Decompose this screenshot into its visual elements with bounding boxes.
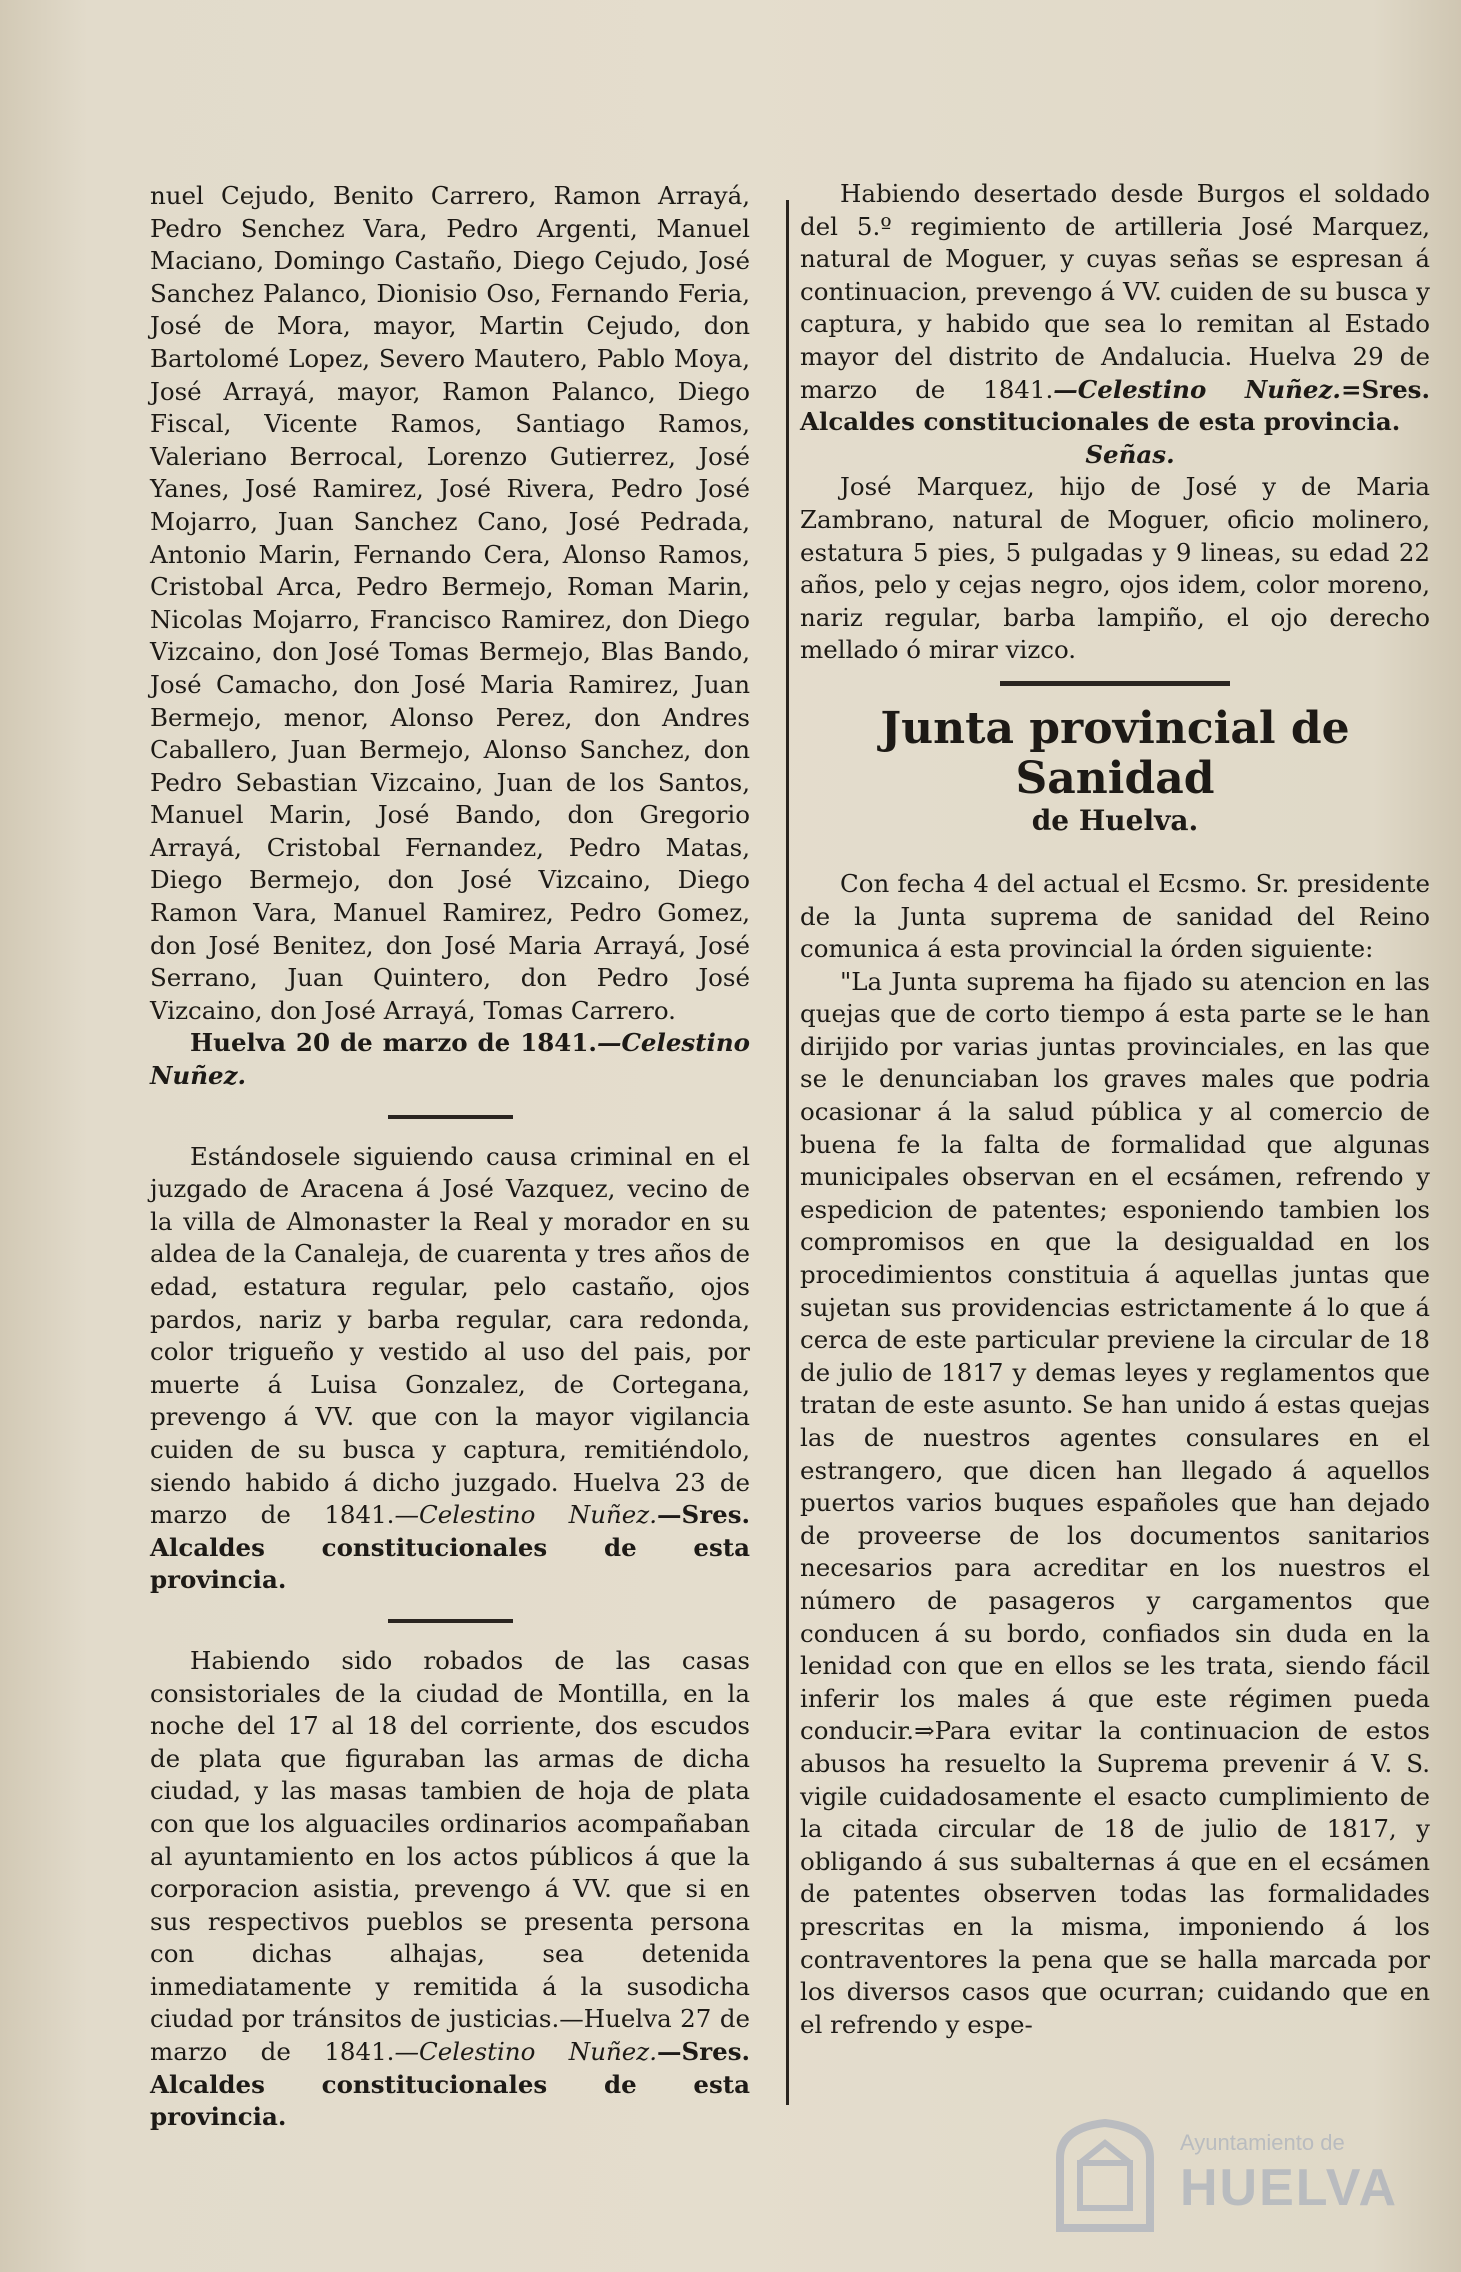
city-hall-icon (1050, 2118, 1160, 2238)
names-list-signature (150, 1027, 750, 1092)
montilla-notice (150, 1645, 750, 2134)
vazquez-notice (150, 1141, 750, 1597)
section-subtitle: de Huelva. (1031, 803, 1199, 837)
senas-paragraph (800, 471, 1430, 667)
senas-heading: Señas. (1085, 439, 1175, 469)
sanidad-order (800, 966, 1430, 2042)
marquez-notice-addressee: =Sres. Alcaldes constitucionales de esta provincia. (800, 374, 1430, 437)
signature-celestino-1: —Celestino Nuñez. (150, 1028, 750, 1091)
senas-text: José Marquez, hijo de José y de Maria Zambrano, natural de Moguer, oficio molinero, estatura 5 pies, 5 pulgadas y 9 lineas, su edad 22 años, pelo y cejas negro, ojos idem, color moreno, nariz regular, barba lampiño, el ojo derecho mellado ó mirar vizco. (800, 472, 1430, 665)
divider-rule (1000, 681, 1230, 686)
names-list-text: nuel Cejudo, Benito Carrero, Ramon Arrayá, Pedro Senchez Vara, Pedro Argenti, Manuel Maciano, Domingo Castaño, Diego Cejudo, José Sanchez Palanco, Dionisio Oso, Fernando Feria, José de Mora, mayor, Martin Cejudo, don Bartolomé Lopez, Severo Mautero, Pablo Moya, José Arrayá, mayor, Ramon Palanco, Diego Fiscal, Vicente Ramos, Santiago Ramos, Valeriano Berrocal, Lorenzo Gutierrez, José Yanes, José Ramirez, José Rivera, Pedro José Mojarro, Juan Sanchez Cano, José Pedrada, Antonio Marin, Fernando Cera, Alonso Ramos, Cristobal Arca, Pedro Bermejo, Roman Marin, Nicolas Mojarro, Francisco Ramirez, don Diego Vizcaino, don José Tomas Bermejo, Blas Bando, José Camacho, don José Maria Ramirez, Juan Bermejo, menor, Alonso Perez, don Andres Caballero, Juan Bermejo, Alonso Sanchez, don Pedro Sebastian Vizcaino, Juan de los Santos, Manuel Marin, José Bando, don Gregorio Arrayá, Cristobal Fernandez, Pedro Matas, Diego Bermejo, don José Vizcaino, Diego Ramon Vara, Manuel Ramirez, Pedro Gomez, don José Benitez, don José Maria Arrayá, José Serrano, Juan Quintero, don Pedro José Vizcaino, don José Arrayá, Tomas Carrero. (150, 181, 750, 1025)
vazquez-notice-addressee: —Sres. Alcaldes constitucionales de esta provincia. (150, 1500, 751, 1595)
vazquez-notice-text: Estándosele siguiendo causa criminal en el juzgado de Aracena á José Vazquez, vecino de la villa de Almonaster la Real y morador en su aldea de la Canaleja, de cuarenta y tres años de edad, estatura regular, pelo castaño, ojos pardos, nariz y barba regular, cara redonda, color trigueño y vestido al uso del pais, por muerte á Luisa Gonzalez, de Cortegana, prevengo á VV. que con la mayor vigilancia cuiden de su busca y captura, remitiéndolo, siendo habido á dicho juzgado. Huelva 23 de marzo de 1841. (150, 1141, 750, 1530)
ayuntamiento-watermark (1050, 2118, 1399, 2238)
signature-celestino-4: —Celestino Nuñez. (1053, 374, 1341, 404)
watermark-line1: Ayuntamiento de (1180, 2130, 1345, 2155)
section-title: Junta provincial de Sanidad (880, 702, 1350, 804)
sanidad-intro (800, 868, 1430, 966)
signature-celestino-2: —Celestino Nuñez. (394, 1500, 657, 1530)
marquez-notice (800, 178, 1430, 439)
divider-rule (388, 1619, 513, 1623)
names-list-paragraph (150, 180, 750, 1027)
left-column (150, 180, 750, 2134)
sanidad-order-text: "La Junta suprema ha fijado su atencion en las quejas que de corto tiempo á esta parte se le han dirijido por varias juntas provinciales, en las que se le denunciaban los graves males que podria ocasionar á la salud pública y al comercio de buena fe la falta de formalidad que algunas municipales observan en el ecsámen, refrendo y espedicion de patentes; esponiendo tambien los compromisos en que la desigualdad en los procedimientos constituia á aquellas juntas que sujetan sus providencias estrictamente á lo que á cerca de este particular previene la circular de 18 de julio de 1817 y demas leyes y reglamentos que tratan de este asunto. Se han unido á estas quejas las de nuestros agentes consulares en el estrangero, que dicen han llegado á aquellos puertos varios buques españoles que han dejado de proveerse de los documentos sanitarios necesarios para acreditar en los nuestros el número de pasageros y cargamentos que conducen á su bordo, confiados sin duda en la lenidad con que en ellos se les trata, siendo fácil inferir los males á que este régimen pueda conducir.⇒Para evitar la continuacion de estos abusos ha resuelto la Suprema prevenir á V. S. vigile cuidadosamente el esacto cumplimiento de la citada circular de 18 de julio de 1817, y obligando á sus subalternas á que en el ecsámen de patentes observen todas las formalidades prescritas en la misma, imponiendo á los contraventores la pena que se halla marcada por los diversos casos que ocurran; cuidando que en el refrendo y espe- (800, 966, 1430, 2039)
right-column (800, 178, 1430, 2041)
montilla-notice-text: Habiendo sido robados de las casas consistoriales de la ciudad de Montilla, en la noche del 17 al 18 del corriente, dos escudos de plata que figuraban las armas de dicha ciudad, y las masas tambien de hoja de plata con que los alguaciles ordinarios acompañaban al ayuntamiento en los actos públicos á que la corporacion asistia, prevengo á VV. que si en sus respectivos pueblos se presenta persona con dichas alhajas, sea detenida inmediatamente y remitida á la susodicha ciudad por tránsitos de justicias.—Huelva 27 de marzo de 1841. (150, 1645, 750, 2067)
marquez-notice-text: Habiendo desertado desde Burgos el soldado del 5.º regimiento de artilleria José Marquez, natural de Moguer, y cuyas señas se espresan á continuacion, prevengo á VV. cuiden de su busca y captura, y habido que sea lo remitan al Estado mayor del distrito de Andalucia. Huelva 29 de marzo de 1841. (800, 179, 1430, 404)
sanidad-intro-text: Con fecha 4 del actual el Ecsmo. Sr. presidente de la Junta suprema de sanidad del Reino comunica á esta provincial la órden siguiente: (800, 868, 1430, 964)
column-divider (786, 200, 789, 2105)
divider-rule (388, 1115, 513, 1119)
watermark-line2: HUELVA (1180, 2159, 1399, 2217)
signature-celestino-3: —Celestino Nuñez. (394, 2037, 657, 2067)
montilla-notice-addressee: —Sres. Alcaldes constitucionales de esta provincia. (150, 2037, 751, 2132)
names-list-date: Huelva 20 de marzo de 1841. (190, 1028, 597, 1058)
